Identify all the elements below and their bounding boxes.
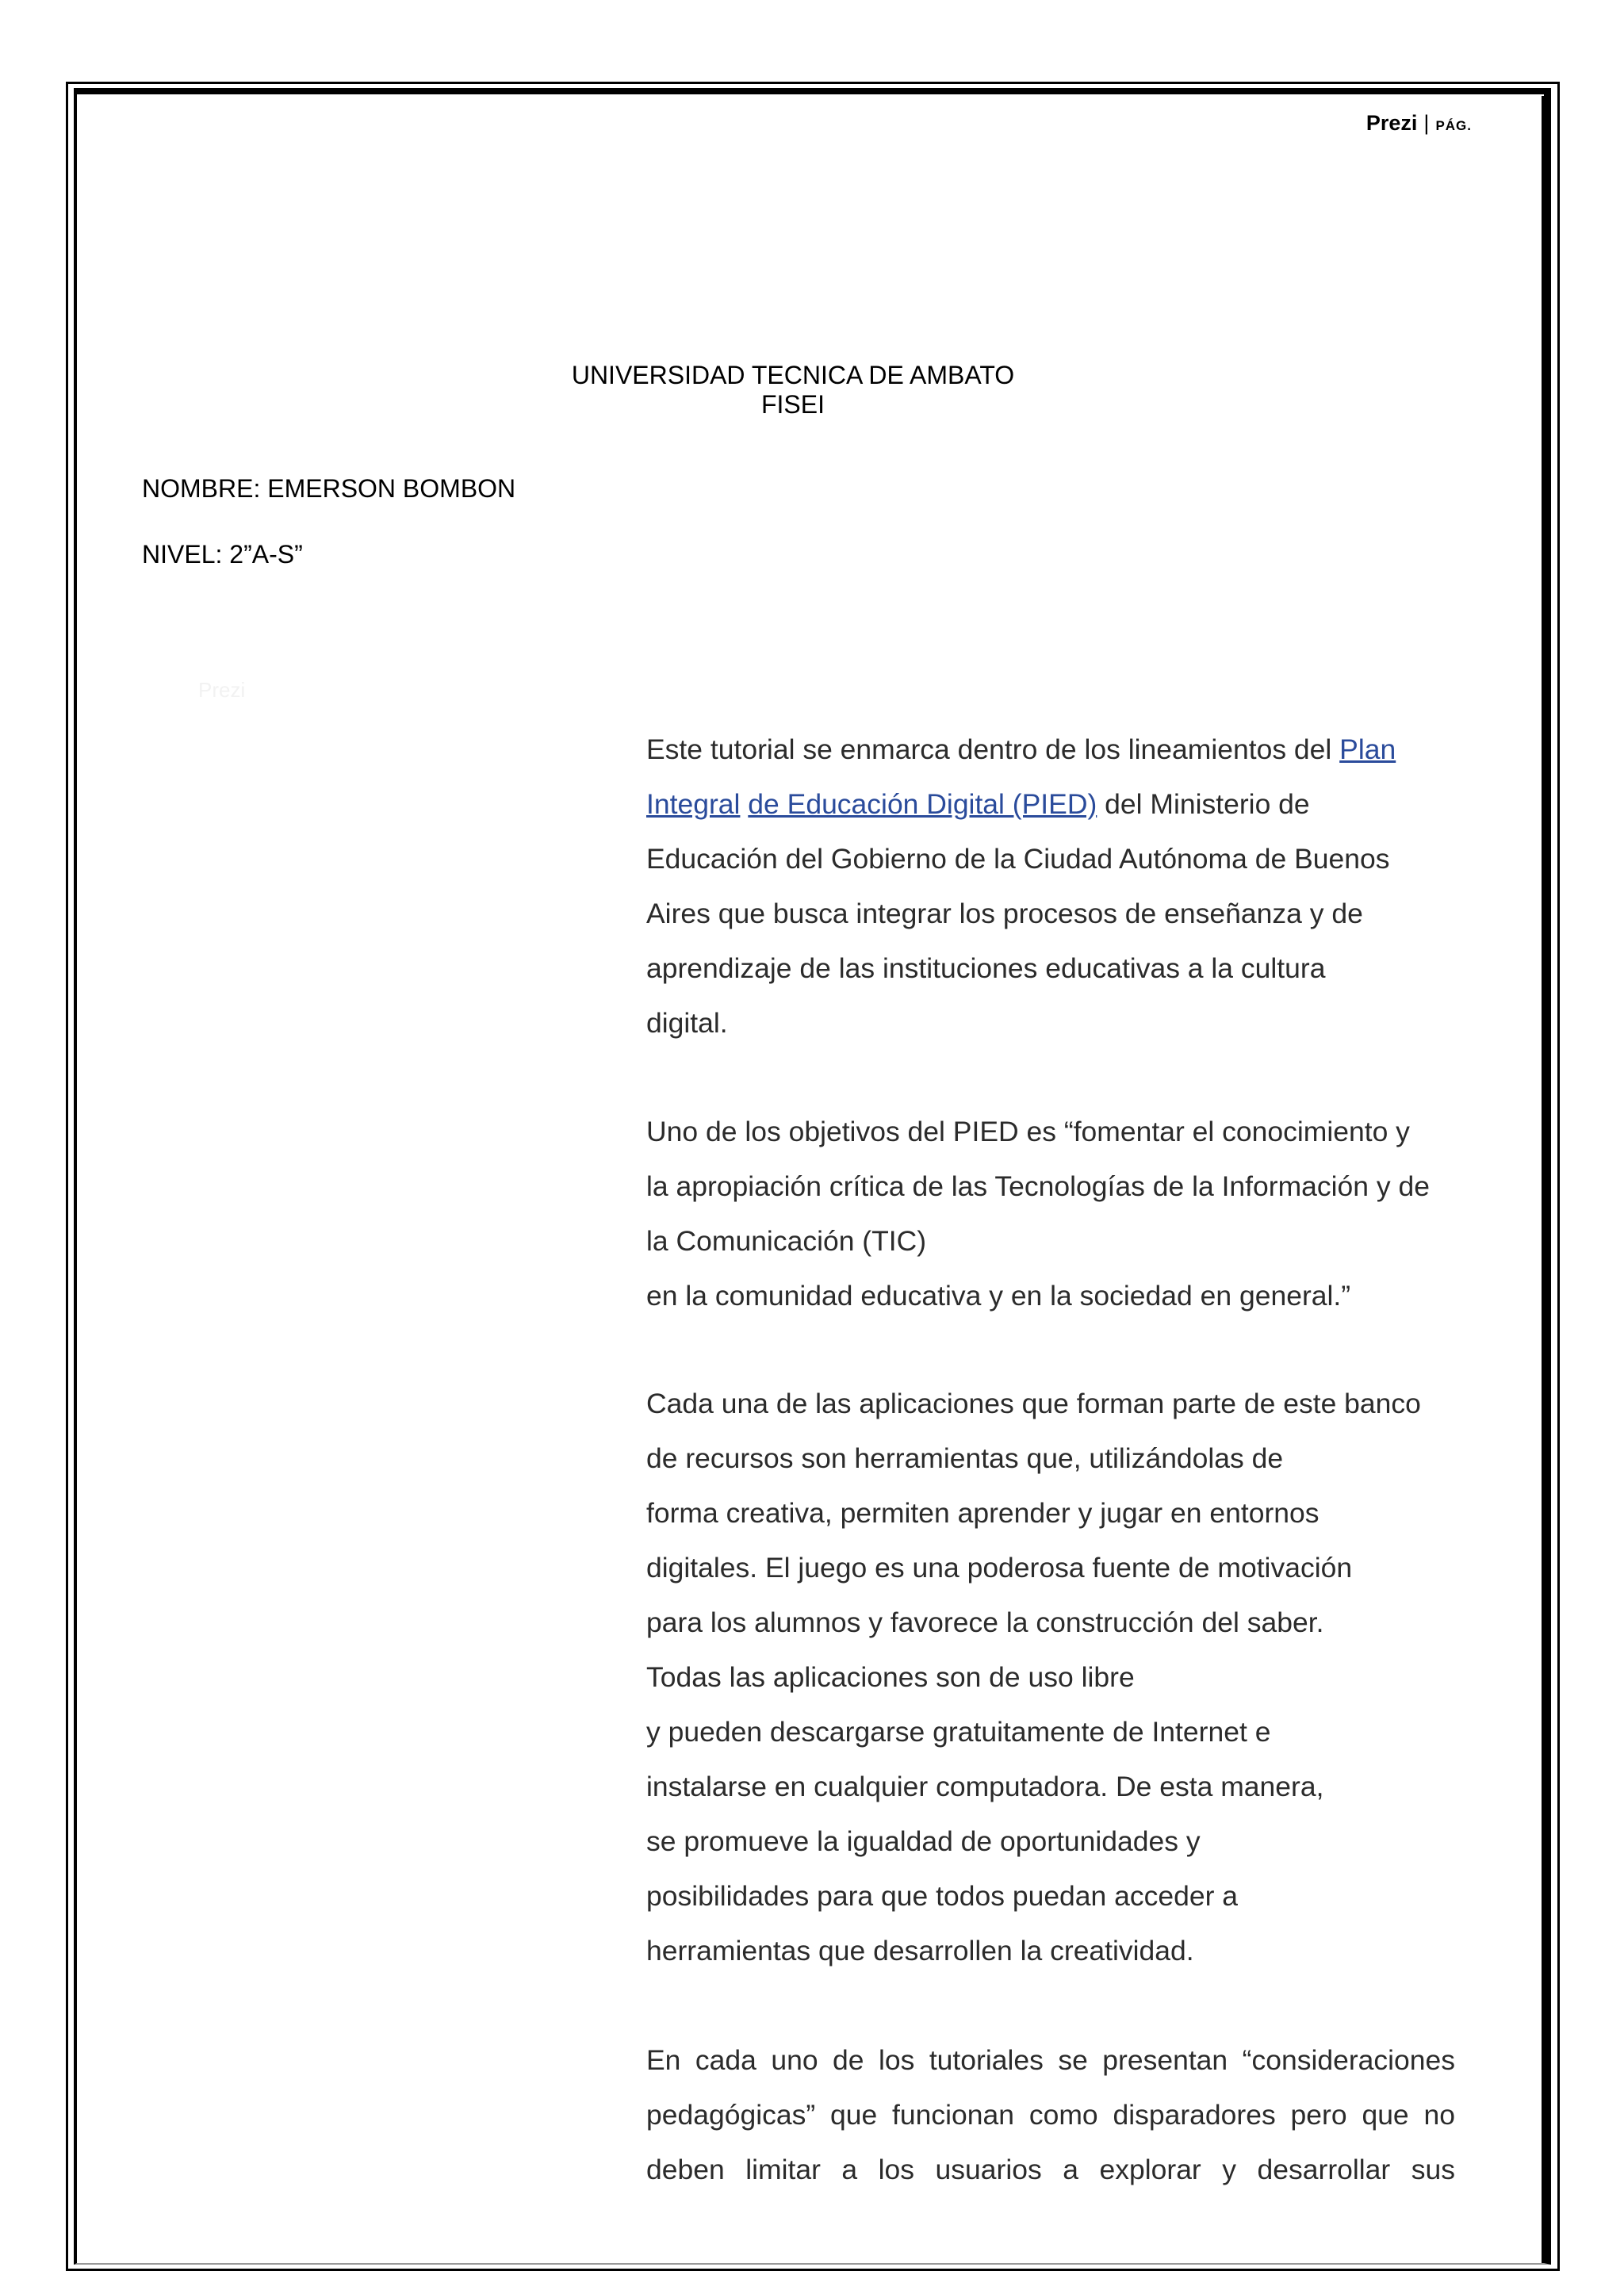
text-run: del Ministerio de <box>1097 788 1310 820</box>
paragraph-line: Uno de los objetivos del PIED es “fomentar el conocimiento y <box>646 1116 1410 1147</box>
paragraph-2 <box>646 1105 1487 1323</box>
paragraph-line: digitales. El juego es una poderosa fuente de motivación <box>646 1552 1353 1584</box>
paragraph-line: Educación del Gobierno de la Ciudad Autónoma de Buenos <box>646 843 1390 875</box>
paragraph-line: deben limitar a los usuarios a explorar y desarrollar sus <box>646 2154 1455 2185</box>
paragraph-line: se promueve la igualdad de oportunidades y <box>646 1825 1201 1857</box>
pied-link-part-3[interactable]: de Educación Digital (PIED) <box>748 788 1097 820</box>
paragraph-line: herramientas que desarrollen la creatividad. <box>646 1935 1194 1967</box>
paragraph-line: de recursos son herramientas que, utilizándolas de <box>646 1442 1284 1474</box>
paragraph-line: instalarse en cualquier computadora. De esta manera, <box>646 1771 1324 1802</box>
header-page-label: PÁG. <box>1435 118 1472 133</box>
paragraph-line: Aires que busca integrar los procesos de enseñanza y de <box>646 898 1363 929</box>
header-title: Prezi <box>1365 111 1418 135</box>
paragraph-line: Todas las aplicaciones son de uso libre <box>646 1661 1135 1693</box>
faint-watermark-text: Prezi <box>198 678 246 702</box>
paragraph-line: la apropiación crítica de las Tecnologías de la Información y de <box>646 1170 1431 1202</box>
paragraph-line: posibilidades para que todos puedan acceder a <box>646 1880 1239 1912</box>
paragraph-line: aprendizaje de las instituciones educativas a la cultura <box>646 952 1326 984</box>
text-run: Este tutorial se enmarca dentro de los lineamientos del <box>646 733 1340 765</box>
paragraph-line: para los alumnos y favorece la construcción del saber. <box>646 1607 1324 1638</box>
student-name: NOMBRE: EMERSON BOMBON <box>142 474 516 503</box>
paragraph-1 <box>646 722 1487 1051</box>
pied-link-part-1[interactable]: Plan <box>1339 733 1396 765</box>
university-heading <box>0 361 1624 419</box>
university-name: UNIVERSIDAD TECNICA DE AMBATO <box>571 361 1015 389</box>
paragraph-line: la Comunicación (TIC) <box>646 1225 927 1257</box>
paragraph-line: En cada uno de los tutoriales se presentan “consideraciones <box>646 2044 1455 2076</box>
paragraph-line: pedagógicas” que funcionan como disparadores pero que no <box>646 2099 1455 2131</box>
paragraph-line: forma creativa, permiten aprender y jugar en entornos <box>646 1497 1320 1529</box>
faculty-name: FISEI <box>760 390 825 419</box>
page-frame-right-line <box>1542 96 1544 2263</box>
paragraph-line <box>646 777 1487 832</box>
paragraph-line: en la comunidad educativa y en la sociedad en general.” <box>646 1280 1351 1312</box>
paragraph-4 <box>646 2033 1487 2197</box>
paragraph-3 <box>646 1377 1487 1978</box>
text-run <box>740 788 748 820</box>
page-header <box>1366 111 1472 136</box>
paragraph-line <box>646 722 1487 777</box>
paragraph-line: y pueden descargarse gratuitamente de Internet e <box>646 1716 1271 1748</box>
header-separator: | <box>1423 111 1430 135</box>
student-level: NIVEL: 2”A-S” <box>142 540 303 569</box>
pied-link-part-2[interactable]: Integral <box>646 788 741 820</box>
paragraph-line: digital. <box>646 1007 728 1039</box>
paragraph-line: Cada una de las aplicaciones que forman parte de este banco <box>646 1388 1421 1419</box>
